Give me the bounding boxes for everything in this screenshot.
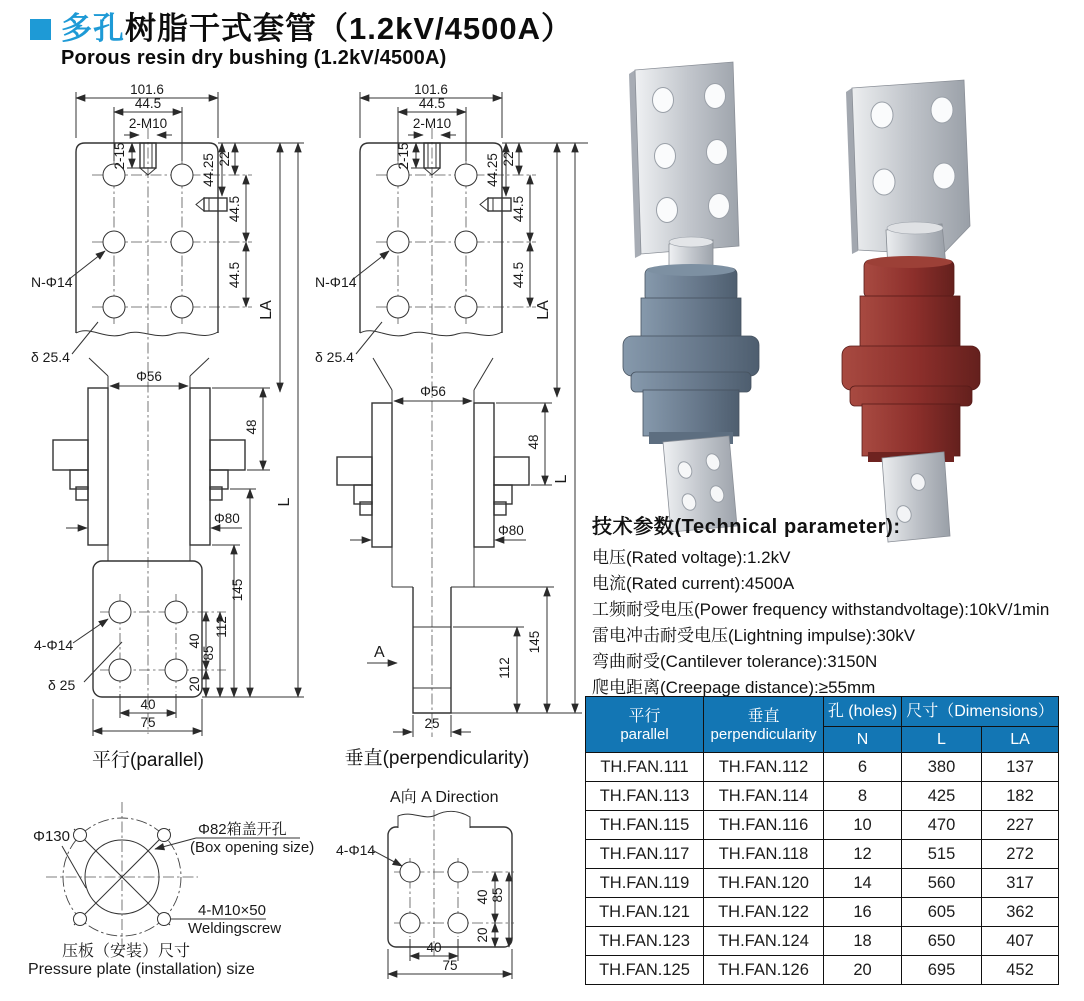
dim-la: LA <box>258 300 275 320</box>
cell-model-parallel: TH.FAN.125 <box>586 956 704 985</box>
label-box-opening-zh: Φ82箱盖开孔 <box>198 821 287 838</box>
label-tab-holes: 4-Φ14 <box>336 842 376 858</box>
cell-model-perp: TH.FAN.112 <box>704 753 824 782</box>
product-photo-red-bushing <box>822 58 982 503</box>
dim-phi80: Φ80 <box>498 523 524 538</box>
dim-hole-spacing: 44.5 <box>418 96 446 111</box>
col-header-perp-en: perpendicularity <box>710 725 817 743</box>
cell-l: 470 <box>902 811 982 840</box>
col-header-la: LA <box>982 727 1059 753</box>
cell-model-parallel: TH.FAN.111 <box>586 753 704 782</box>
dim-22: 22 <box>501 151 516 167</box>
dim-phi130: Φ130 <box>33 828 70 845</box>
dim-40b: 40 <box>426 940 442 955</box>
dim-40v: 40 <box>475 889 490 905</box>
dimension-texts <box>31 82 293 771</box>
cell-l: 605 <box>902 898 982 927</box>
dim-20: 20 <box>187 676 202 692</box>
caption-perpendicularity: 垂直(perpendicularity) <box>344 748 530 769</box>
dim-total-width: 101.6 <box>130 82 164 97</box>
cell-model-perp: TH.FAN.122 <box>704 898 824 927</box>
cell-la: 317 <box>982 869 1059 898</box>
label-plate-thickness: δ 25.4 <box>315 349 354 365</box>
label-plate-thickness: δ 25.4 <box>31 349 70 365</box>
dim-44-5-a: 44.5 <box>511 195 526 223</box>
title-zh <box>61 12 573 46</box>
cell-l: 650 <box>902 927 982 956</box>
cell-n: 12 <box>824 840 902 869</box>
title-zh-rest: 树脂干式套管（1.2kV/4500A） <box>125 11 573 46</box>
cell-model-perp: TH.FAN.114 <box>704 782 824 811</box>
dim-hole-spacing: 44.5 <box>134 96 162 111</box>
cell-l: 695 <box>902 956 982 985</box>
insulator-body <box>842 256 980 462</box>
table-row <box>586 869 1059 898</box>
dim-20: 20 <box>475 927 490 943</box>
table-row <box>586 927 1059 956</box>
label-n-holes: N-Φ14 <box>315 274 357 290</box>
table-row <box>586 753 1059 782</box>
caption-parallel: 平行(parallel) <box>92 750 204 771</box>
top-terminal-plate-outline <box>360 143 511 587</box>
col-header-parallel <box>586 697 704 753</box>
cell-n: 20 <box>824 956 902 985</box>
label-box-opening-en: (Box opening size) <box>190 839 315 856</box>
cell-la: 182 <box>982 782 1059 811</box>
label-n-holes: N-Φ14 <box>31 274 73 290</box>
caption-pressure-plate-en: Pressure plate (installation) size <box>28 961 255 978</box>
table-row <box>586 782 1059 811</box>
title-square-icon <box>30 19 51 40</box>
cell-la: 452 <box>982 956 1059 985</box>
cell-model-parallel: TH.FAN.121 <box>586 898 704 927</box>
cell-la: 362 <box>982 898 1059 927</box>
col-header-parallel-en: parallel <box>620 725 669 743</box>
col-header-perpendicularity <box>704 697 824 753</box>
dim-40b: 40 <box>140 697 156 712</box>
cell-model-perp: TH.FAN.124 <box>704 927 824 956</box>
drawing-perpendicularity <box>312 82 594 807</box>
cell-l: 380 <box>902 753 982 782</box>
col-header-parallel-zh: 平行 <box>628 707 661 725</box>
cell-model-parallel: TH.FAN.113 <box>586 782 704 811</box>
cell-la: 137 <box>982 753 1059 782</box>
product-photo-grey-bushing <box>615 58 765 498</box>
col-header-holes: 孔 (holes) <box>824 697 902 727</box>
dim-phi56: Φ56 <box>420 384 446 399</box>
col-header-l: L <box>902 727 982 753</box>
label-a-direction: A <box>374 644 385 661</box>
cell-l: 560 <box>902 869 982 898</box>
cell-n: 10 <box>824 811 902 840</box>
a-direction-title: A向 A Direction <box>390 789 499 806</box>
dim-145: 145 <box>230 578 245 602</box>
bushing-body-section <box>53 388 245 697</box>
col-header-perp-zh: 垂直 <box>747 707 780 725</box>
cell-la: 227 <box>982 811 1059 840</box>
label-tab-thickness: δ 25 <box>48 677 76 693</box>
title-en: Porous resin dry bushing (1.2kV/4500A) <box>61 47 447 70</box>
param-power-frequency: 工频耐受电压(Power frequency withstandvoltage):10kV/1min <box>592 600 1050 619</box>
cell-n: 14 <box>824 869 902 898</box>
dim-48: 48 <box>244 419 259 435</box>
param-creepage: 爬电距离(Creepage distance):≥55mm <box>592 678 876 697</box>
dim-l: L <box>553 474 570 484</box>
param-lightning: 雷电冲击耐受电压(Lightning impulse):30kV <box>592 626 916 645</box>
cell-l: 515 <box>902 840 982 869</box>
dim-total-width: 101.6 <box>414 82 448 97</box>
table-row <box>586 956 1059 985</box>
table-header <box>586 697 1059 753</box>
dim-stud-depth: 2-15 <box>396 142 411 170</box>
dim-75: 75 <box>140 715 156 730</box>
dim-phi56: Φ56 <box>136 369 162 384</box>
cell-model-perp: TH.FAN.116 <box>704 811 824 840</box>
cell-n: 8 <box>824 782 902 811</box>
table-row <box>586 898 1059 927</box>
page-title <box>30 12 573 70</box>
label-welding-screw-spec: 4-M10×50 <box>198 902 266 919</box>
cell-model-parallel: TH.FAN.123 <box>586 927 704 956</box>
cell-model-perp: TH.FAN.118 <box>704 840 824 869</box>
dim-40v: 40 <box>187 633 202 649</box>
table-row <box>586 811 1059 840</box>
title-zh-highlight: 多孔 <box>61 11 125 46</box>
cell-l: 425 <box>902 782 982 811</box>
col-header-n: N <box>824 727 902 753</box>
dim-44-5-a: 44.5 <box>227 195 242 223</box>
dim-stud-label: 2-M10 <box>128 116 168 131</box>
dim-44-5-b: 44.5 <box>227 261 242 289</box>
technical-parameters-heading: 技术参数(Technical parameter): <box>592 516 901 538</box>
dim-25: 25 <box>424 716 440 731</box>
cell-model-parallel: TH.FAN.119 <box>586 869 704 898</box>
cell-n: 6 <box>824 753 902 782</box>
dimension-lines <box>66 92 304 736</box>
param-cantilever: 弯曲耐受(Cantilever tolerance):3150N <box>592 652 878 671</box>
dim-48: 48 <box>526 434 541 450</box>
param-rated-voltage: 电压(Rated voltage):1.2kV <box>592 548 791 567</box>
insulator-body <box>623 264 759 444</box>
cell-model-parallel: TH.FAN.117 <box>586 840 704 869</box>
cell-la: 272 <box>982 840 1059 869</box>
table-row <box>586 840 1059 869</box>
dim-145: 145 <box>527 630 542 654</box>
param-rated-current: 电流(Rated current):4500A <box>592 574 795 593</box>
cell-model-perp: TH.FAN.126 <box>704 956 824 985</box>
dim-stud-depth: 2-15 <box>112 142 127 170</box>
dim-la: LA <box>535 300 552 320</box>
label-tab-holes: 4-Φ14 <box>34 637 74 653</box>
dim-112: 112 <box>214 616 229 638</box>
cell-model-perp: TH.FAN.120 <box>704 869 824 898</box>
dimension-lines <box>350 92 588 737</box>
label-welding-screw: Weldingscrew <box>188 920 282 937</box>
col-header-dimensions: 尺寸（Dimensions） <box>902 697 1059 727</box>
dimension-texts <box>315 82 570 769</box>
terminal-plate <box>629 62 739 258</box>
cell-model-parallel: TH.FAN.115 <box>586 811 704 840</box>
dim-75: 75 <box>442 958 458 973</box>
cell-n: 18 <box>824 927 902 956</box>
dim-85: 85 <box>490 887 505 903</box>
dim-112: 112 <box>497 657 512 679</box>
drawing-parallel <box>28 82 310 782</box>
model-dimension-table <box>585 696 1059 985</box>
caption-pressure-plate-zh: 压板（安装）尺寸 <box>62 943 191 960</box>
top-terminal-plate-outline <box>76 143 227 561</box>
dim-44-25: 44.25 <box>201 153 216 187</box>
dim-stud-label: 2-M10 <box>412 116 452 131</box>
drawing-a-direction <box>332 784 592 1001</box>
technical-parameters <box>592 510 1084 701</box>
dim-22: 22 <box>217 151 232 167</box>
cell-n: 16 <box>824 898 902 927</box>
dim-phi80: Φ80 <box>214 511 240 526</box>
dim-l: L <box>276 497 293 507</box>
drawing-pressure-plate <box>28 792 338 992</box>
cell-la: 407 <box>982 927 1059 956</box>
dim-44-5-b: 44.5 <box>511 261 526 289</box>
dim-85: 85 <box>201 645 216 661</box>
dim-44-25: 44.25 <box>485 153 500 187</box>
